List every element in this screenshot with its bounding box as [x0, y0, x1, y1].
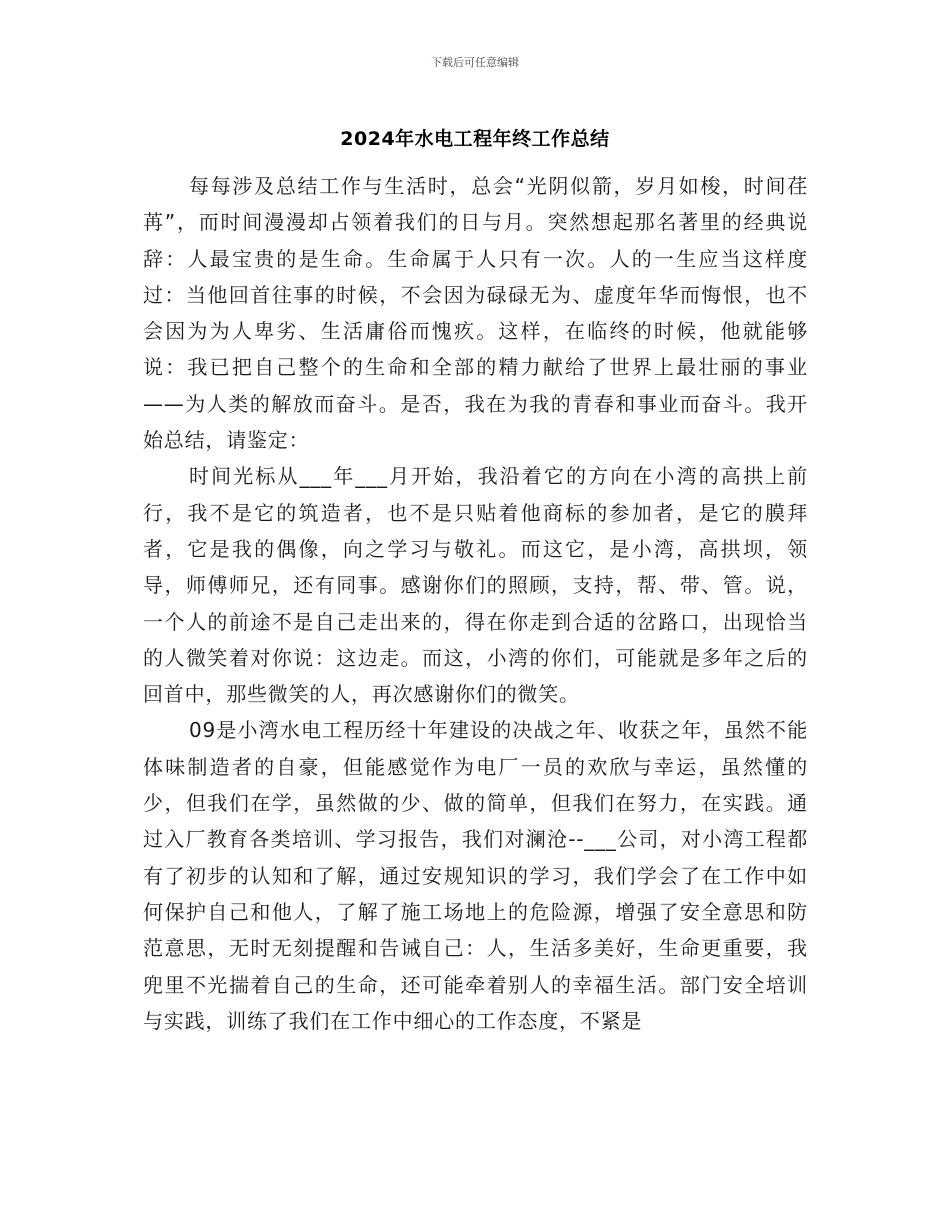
paragraph: 每每涉及总结工作与生活时，总会“光阴似箭，岁月如梭，时间荏苒”，而时间漫漫却占领着我们的日与月。突然想起那名著里的经典说辞：人最宝贵的是生命。生命属于人只有一次。人的一生应当这样度过：当他回首往事的时候，不会因为碌碌无为、虚度年华而悔恨，也不会因为为人卑劣、生活庸俗而愧疚。这样，在临终的时候，他就能够说：我已把自己整个的生命和全部的精力献给了世界上最壮丽的事业——为人类的解放而奋斗。是否，我在为我的青春和事业而奋斗。我开始总结，请鉴定：: [143, 174, 808, 453]
paragraph: 时间光标从___年___月开始，我沿着它的方向在小湾的高拱上前行，我不是它的筑造者，也不是只贴着他商标的参加者，是它的膜拜者，它是我的偶像，向之学习与敬礼。而这它，是小湾，高拱坝，领导，师傅师兄，还有同事。感谢你们的照顾，支持，帮、带、管。说，一个人的前途不是自己走出来的，得在你走到合适的岔路口，出现恰当的人微笑着对你说：这边走。而这，小湾的你们，可能就是多年之后的回首中，那些微笑的人，再次感谢你们的微笑。: [143, 464, 808, 707]
document-title: 2024年水电工程年终工作总结: [340, 128, 610, 150]
document-body: [143, 168, 808, 1039]
paragraph: 09是小湾水电工程历经十年建设的决战之年、收获之年，虽然不能体味制造者的自豪，但能感觉作为电厂一员的欢欣与幸运，虽然懂的少，但我们在学，虽然做的少、做的简单，但我们在努力，在实践。通过入厂教育各类培训、学习报告，我们对澜沧--___公司，对小湾工程都有了初步的认知和了解，通过安规知识的学习，我们学会了在工作中如何保护自己和他人，了解了施工场地上的危险源，增强了安全意思和防范意思，无时无刻提醒和告诫自己：人，生活多美好，生命更重要，我兜里不光揣着自己的生命，还可能牵着别人的幸福生活。部门安全培训与实践，训练了我们在工作中细心的工作态度，不紧是: [143, 718, 808, 1033]
header-note: 下载后可任意编辑: [431, 56, 519, 69]
